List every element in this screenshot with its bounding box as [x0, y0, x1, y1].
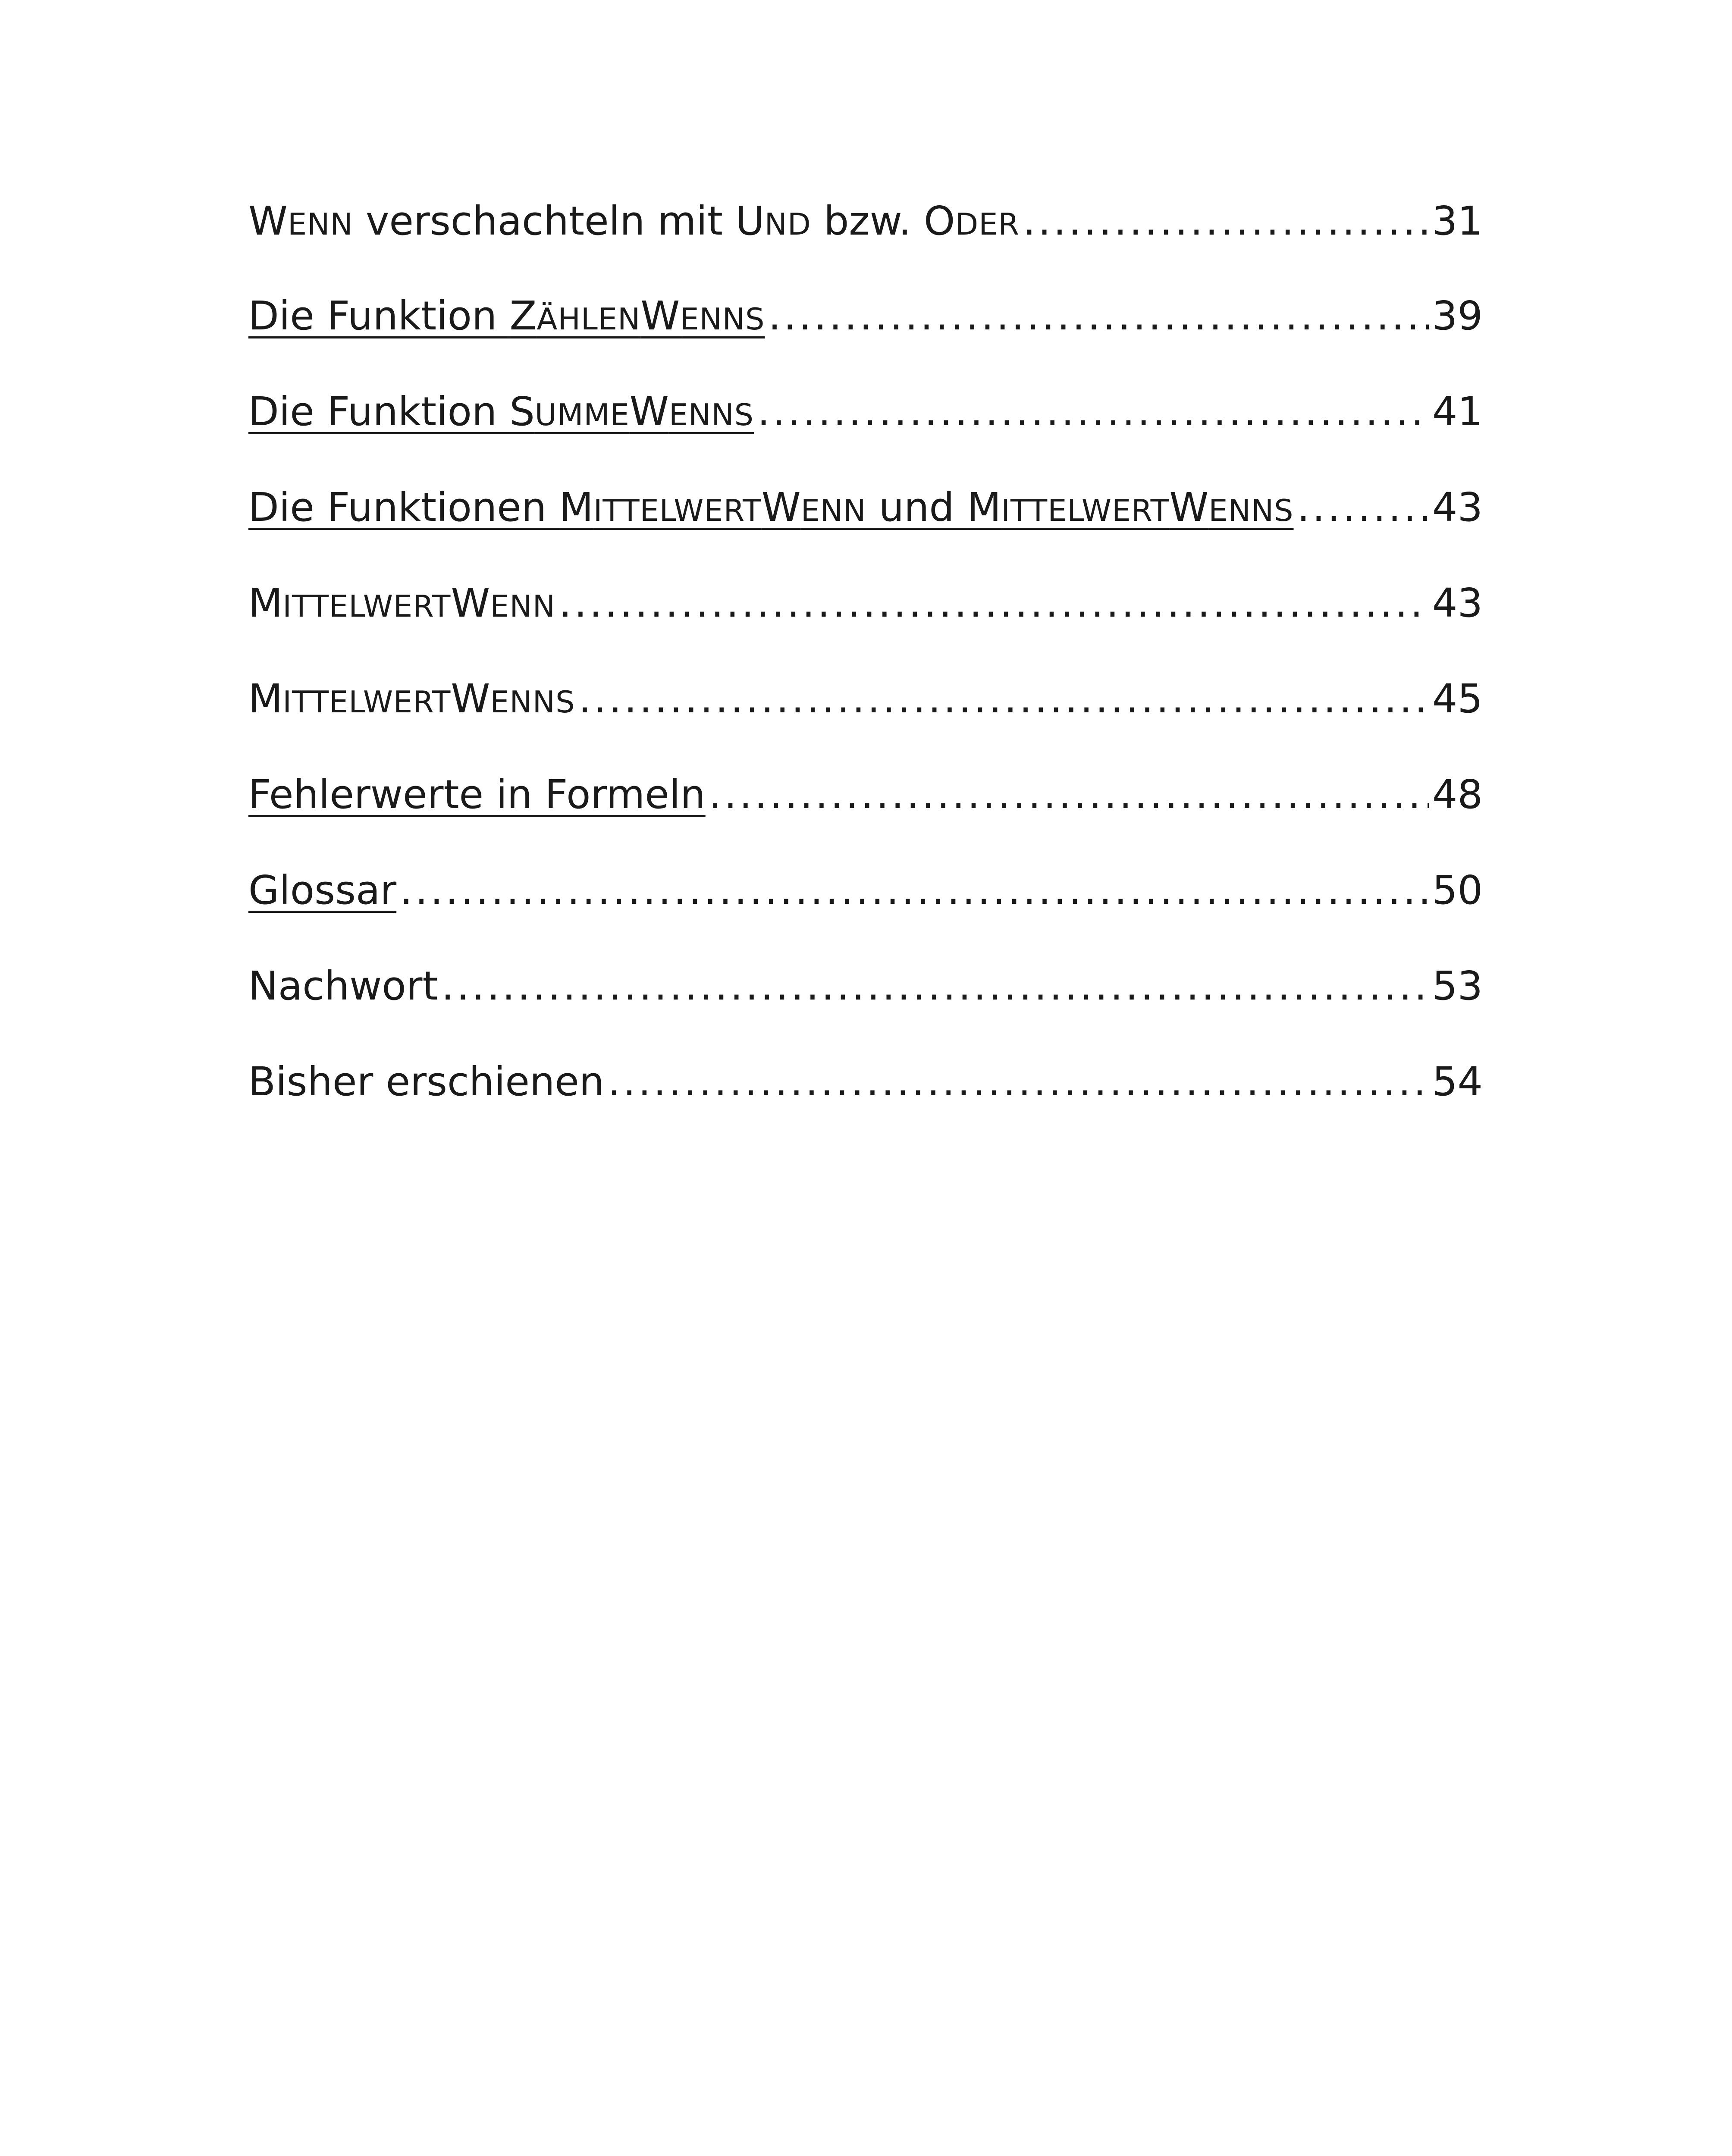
toc-entry-nachwort[interactable]	[248, 958, 1483, 1014]
toc-entry-link[interactable]: Fehlerwerte in Formeln	[248, 771, 706, 818]
toc-page-number: 45	[1432, 676, 1483, 722]
toc-dot-leader	[578, 671, 1428, 727]
toc-entry-fehlerwerte[interactable]	[248, 767, 1483, 823]
toc-entry-link[interactable]: Die Funktionen MITTELWERTWENN und MITTELWERTWENNS	[248, 484, 1294, 530]
toc-page-number: 53	[1432, 963, 1483, 1009]
toc-dot-leader	[442, 958, 1429, 1014]
toc-dot-leader	[709, 767, 1429, 823]
toc-page-number: 48	[1432, 771, 1483, 818]
toc-entry-mittelwertwenn[interactable]	[248, 575, 1483, 631]
toc-entry-mittelwertwenns[interactable]	[248, 671, 1483, 727]
toc-entry-glossar[interactable]	[248, 862, 1483, 918]
toc-page-number: 41	[1432, 389, 1483, 435]
toc-entry-wenn-und-oder[interactable]	[248, 193, 1483, 249]
toc-entry-summewenns[interactable]	[248, 384, 1483, 440]
toc-dot-leader	[768, 288, 1428, 344]
toc-page-number: 39	[1432, 293, 1483, 339]
toc-dot-leader	[1297, 479, 1429, 536]
toc-entry-title: MITTELWERTWENN	[248, 580, 556, 626]
toc-page-number: 50	[1432, 867, 1483, 913]
toc-entry-zaehlenwenns[interactable]	[248, 288, 1483, 344]
toc-dot-leader	[400, 862, 1429, 918]
toc-entry-title: Bisher erschienen	[248, 1059, 605, 1105]
toc-page-number: 43	[1432, 484, 1483, 530]
toc-dot-leader	[757, 384, 1429, 440]
toc-dot-leader	[559, 575, 1429, 631]
toc-entry-link[interactable]: Die Funktion ZÄHLENWENNS	[248, 293, 765, 339]
toc-dot-leader	[608, 1054, 1429, 1110]
toc-entry-mittelwertwenn-und-mittelwertwenns[interactable]	[248, 479, 1483, 536]
toc-entry-bisher-erschienen[interactable]	[248, 1054, 1483, 1110]
toc-page-number: 54	[1432, 1059, 1483, 1105]
toc-page-number: 31	[1432, 198, 1483, 244]
toc-entry-title: WENN verschachteln mit UND bzw. ODER	[248, 198, 1020, 244]
toc-entry-title: MITTELWERTWENNS	[248, 676, 575, 722]
toc-dot-leader	[1023, 193, 1429, 249]
toc-entry-link[interactable]: Glossar	[248, 867, 397, 913]
toc-entry-link[interactable]: Die Funktion SUMMEWENNS	[248, 389, 754, 435]
toc-page-number: 43	[1432, 580, 1483, 626]
toc-entry-title: Nachwort	[248, 963, 438, 1009]
